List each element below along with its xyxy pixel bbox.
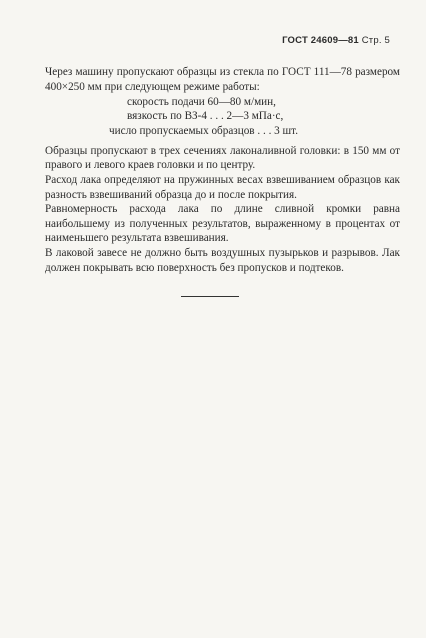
param-viscosity: вязкость по ВЗ-4 . . . 2—3 мПа·с,	[127, 110, 284, 123]
section-divider	[181, 296, 239, 297]
paragraph-sections: Образцы пропускают в трех сечениях лаконаливной головки: в 150 мм от правого и левого краев головки и по центру.	[45, 144, 400, 172]
paragraph-curtain: В лаковой завесе не должно быть воздушных пузырьков и разрывов. Лак должен покрывать всю поверхность без пропусков и подтеков.	[45, 246, 400, 274]
operating-parameters	[45, 95, 400, 138]
document-body	[45, 65, 400, 275]
paragraph-consumption: Расход лака определяют на пружинных весах взвешиванием образцов как разность взвешиваний образца до и после покрытия.	[45, 173, 400, 201]
param-sample-count: число пропускаемых образцов . . . 3 шт.	[109, 124, 299, 137]
standard-number: ГОСТ 24609—81	[282, 35, 359, 46]
param-feed-speed: скорость подачи 60—80 м/мин,	[127, 96, 276, 109]
paragraph-samples: Через машину пропускают образцы из стекла по ГОСТ 111—78 размером 400×250 мм при следующем режиме работы:	[45, 66, 400, 93]
paragraph-uniformity: Равномерность расхода лака по длине сливной кромки равна наибольшему из полученных результатов, выраженному в процентах от наименьшего результата взвешивания.	[45, 203, 400, 245]
page-header	[282, 35, 390, 46]
page-number: Стр. 5	[361, 35, 390, 46]
